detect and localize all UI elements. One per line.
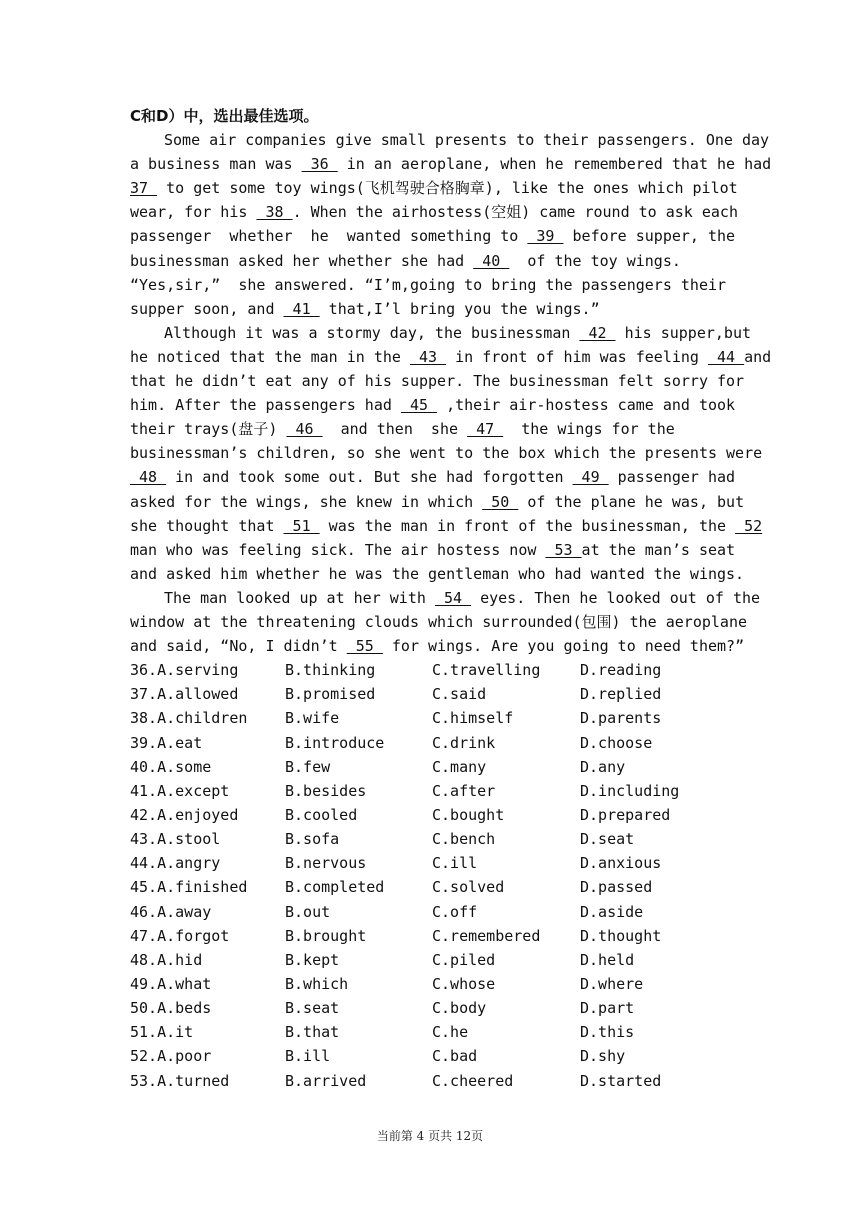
option-choice: C.piled (432, 950, 496, 969)
passage-line (130, 610, 747, 634)
passage-text: before supper, the (563, 227, 736, 246)
option-choice: D.this (580, 1023, 635, 1042)
option-choice: D.replied (580, 685, 662, 704)
option-row (130, 1044, 732, 1068)
blank-number: 42 (579, 323, 616, 342)
blank-number: 55 (346, 637, 383, 656)
option-choice: C.himself (432, 709, 514, 728)
option-choice: D.passed (580, 878, 653, 897)
option-choice: B.brought (285, 926, 367, 945)
passage-text: The man looked up at her with (164, 588, 435, 607)
option-choice: D.parents (580, 709, 662, 728)
option-choice: B.few (285, 757, 331, 776)
blank-number: 40 (473, 251, 510, 270)
passage-line (130, 200, 738, 224)
blank-number: 49 (572, 468, 609, 487)
passage-text: in an aeroplane, when he remembered that he had (337, 155, 772, 174)
option-choice: D.anxious (580, 854, 662, 873)
option-choice: 42.A.enjoyed (130, 806, 239, 824)
option-choice: 39.A.eat (130, 733, 203, 752)
option-choice: D.held (580, 950, 635, 969)
passage-line (130, 490, 745, 514)
option-choice: B.arrived (285, 1071, 367, 1090)
passage-text: of the plane he was, but (518, 492, 745, 511)
option-row (130, 706, 732, 730)
passage-line (130, 441, 763, 465)
passage-text: businessman’s children, so she went to the box which the presents were (130, 444, 763, 463)
option-choice: D.where (580, 974, 644, 993)
option-choice: 52.A.poor (130, 1047, 212, 1066)
passage-line (130, 297, 732, 321)
passage-text: businessman asked her whether she had (130, 251, 474, 270)
passage-line (130, 369, 745, 393)
passage-text: Some air companies give small presents to their passengers. One day (164, 131, 770, 150)
passage-text: passenger had (608, 468, 736, 487)
option-choice: D.any (580, 757, 626, 776)
option-choice: 37.A.allowed (130, 685, 239, 704)
blank-number: 52 (735, 516, 763, 535)
passage-text: him. After the passengers had (130, 396, 401, 415)
option-choice: D.including (580, 781, 680, 800)
option-choice: C.body (432, 999, 487, 1018)
option-choice: B.completed (285, 878, 385, 897)
passage-text: asked for the wings, she knew in which (130, 492, 483, 511)
passage-line (130, 345, 772, 369)
option-choice: B.introduce (285, 733, 385, 752)
passage-text: and said, “No, I didn’t (130, 637, 347, 656)
passage-line (130, 634, 745, 658)
passage-text: to get some toy wings(飞机驾驶合格胸章), like the ones which pilot (157, 179, 738, 198)
option-choice: C.bought (432, 806, 505, 824)
option-choice: C.off (432, 902, 478, 921)
passage-text: in front of him was feeling (446, 347, 708, 366)
option-row (130, 1069, 732, 1093)
passage-text: wear, for his (130, 203, 257, 222)
passage-text: eyes. Then he looked out of the (471, 588, 761, 607)
option-choice: 45.A.finished (130, 878, 248, 897)
passage-text: the wings for the (503, 420, 675, 439)
passage-text: of the toy wings. (509, 251, 681, 270)
option-row (130, 755, 732, 779)
passage-text: a business man was (130, 155, 302, 174)
option-choice: 46.A.away (130, 902, 212, 921)
option-row (130, 779, 732, 803)
blank-number: 43 (409, 347, 447, 366)
option-row (130, 996, 732, 1020)
passage-text: passenger whether he wanted something to (130, 227, 528, 246)
option-choice: 38.A.children (130, 709, 248, 728)
option-choice: B.ill (285, 1047, 331, 1066)
option-choice: B.besides (285, 781, 367, 800)
passage-text: and asked him whether he was the gentleman who had wanted the wings. (130, 564, 745, 583)
passage-text: he noticed that the man in the (130, 347, 410, 366)
passage-line (130, 514, 763, 538)
passage-line (130, 152, 772, 176)
option-choice: 49.A.what (130, 974, 212, 993)
blank-number: 38 (256, 203, 293, 222)
passage-text: that he didn’t eat any of his supper. The businessman felt sorry for (130, 372, 745, 391)
passage-text: and (744, 347, 772, 366)
option-choice: C.remembered (432, 926, 541, 945)
option-choice: D.reading (580, 661, 662, 680)
option-row (130, 948, 732, 972)
option-choice: C.bad (432, 1047, 478, 1066)
option-choice: 41.A.except (130, 781, 230, 800)
option-choice: C.said (432, 685, 487, 704)
option-row (130, 900, 732, 924)
passage-text: that,I’l bring you the wings.” (319, 299, 600, 318)
passage-text: in and took some out. But she had forgotten (166, 468, 573, 487)
option-row (130, 972, 732, 996)
passage-text: window at the threatening clouds which surrounded(包围) the aeroplane (130, 612, 747, 631)
option-choice: C.drink (432, 733, 496, 752)
instruction-line: C和D）中，选出最佳选项。 (130, 107, 319, 125)
document-page (130, 104, 772, 1093)
blank-number: 47 (467, 420, 504, 439)
option-choice: C.bench (432, 830, 496, 849)
option-row (130, 658, 732, 682)
option-choice: C.many (432, 757, 487, 776)
passage-line (130, 393, 736, 417)
passage-line (130, 249, 732, 273)
blank-number: 36 (301, 155, 338, 174)
option-choice: B.which (285, 974, 349, 993)
page-footer: 当前第 4 页共 12页 (376, 1129, 484, 1143)
blank-number: 45 (400, 396, 438, 415)
passage-line (130, 538, 736, 562)
option-choice: D.prepared (580, 806, 671, 824)
option-choice: C.whose (432, 974, 496, 993)
option-row (130, 682, 732, 706)
passage-text: for wings. Are you going to need them?” (382, 637, 745, 656)
passage-text: at the man’s seat (581, 540, 736, 559)
blank-number: 48 (130, 468, 167, 487)
passage-text: ,their air-hostess came and took (437, 396, 736, 415)
option-choice: B.nervous (285, 854, 367, 873)
option-choice: B.out (285, 902, 331, 921)
passage-text: Although it was a stormy day, the businessman (164, 323, 580, 342)
passage-text: . When the airhostess(空姐) came round to ask each (292, 203, 738, 222)
option-row (130, 875, 732, 899)
blank-number: 39 (527, 227, 564, 246)
option-row (130, 827, 732, 851)
passage-text: man who was feeling sick. The air hostess now (130, 540, 546, 559)
option-choice: 53.A.turned (130, 1071, 230, 1090)
blank-number: 44 (708, 347, 745, 366)
option-choice: D.started (580, 1071, 662, 1090)
blank-number: 37 (130, 179, 158, 198)
option-choice: B.sofa (285, 830, 340, 849)
option-choice: D.seat (580, 830, 635, 849)
option-choice: B.promised (285, 685, 376, 704)
option-choice: B.thinking (285, 661, 376, 680)
passage-line (130, 417, 732, 441)
option-choice: 48.A.hid (130, 950, 203, 969)
blank-number: 53 (545, 540, 582, 559)
passage-text: his supper,but (615, 323, 752, 342)
cloze-passage (130, 128, 772, 658)
option-choice: 44.A.angry (130, 854, 221, 873)
blank-number: 51 (283, 516, 320, 535)
option-choice: B.kept (285, 950, 340, 969)
option-choice: D.choose (580, 733, 653, 752)
option-choice: D.thought (580, 926, 662, 945)
passage-text: and then she (322, 420, 468, 439)
option-row (130, 803, 732, 827)
passage-text: she thought that (130, 516, 284, 535)
passage-text: supper soon, and (130, 299, 284, 318)
option-row (130, 851, 732, 875)
option-choice: C.cheered (432, 1071, 514, 1090)
option-choice: C.travelling (432, 661, 541, 680)
passage-line (130, 562, 745, 586)
passage-line (130, 465, 736, 489)
option-choice: B.that (285, 1023, 340, 1042)
passage-line (130, 176, 738, 200)
option-choice: C.solved (432, 878, 505, 897)
blank-number: 50 (482, 492, 519, 511)
blank-number: 41 (283, 299, 320, 318)
option-choice: 40.A.some (130, 757, 212, 776)
passage-text: their trays(盘子) (130, 420, 287, 439)
option-choice: C.ill (432, 854, 478, 873)
option-choice: D.part (580, 999, 635, 1018)
answer-options (130, 658, 732, 1093)
option-choice: 43.A.stool (130, 830, 221, 849)
passage-line (130, 128, 770, 152)
option-row (130, 924, 732, 948)
blank-number: 54 (434, 588, 472, 607)
option-choice: B.cooled (285, 806, 358, 824)
passage-text: “Yes,sir,” she answered. “I’m,going to bring the passengers their (130, 275, 727, 294)
option-choice: 50.A.beds (130, 999, 212, 1018)
option-choice: C.after (432, 781, 496, 800)
option-choice: D.shy (580, 1047, 626, 1066)
option-row (130, 731, 732, 755)
option-choice: 47.A.forgot (130, 926, 230, 945)
option-choice: 51.A.it (130, 1023, 194, 1042)
passage-line (130, 224, 736, 248)
option-choice: C.he (432, 1023, 469, 1042)
passage-text: was the man in front of the businessman, the (319, 516, 736, 535)
option-choice: B.wife (285, 709, 340, 728)
option-row (130, 1020, 732, 1044)
passage-line (130, 321, 752, 345)
passage-line (130, 273, 732, 297)
passage-line (130, 586, 761, 610)
blank-number: 46 (286, 420, 323, 439)
option-choice: 36.A.serving (130, 661, 239, 680)
option-choice: B.seat (285, 999, 340, 1018)
option-choice: D.aside (580, 902, 644, 921)
